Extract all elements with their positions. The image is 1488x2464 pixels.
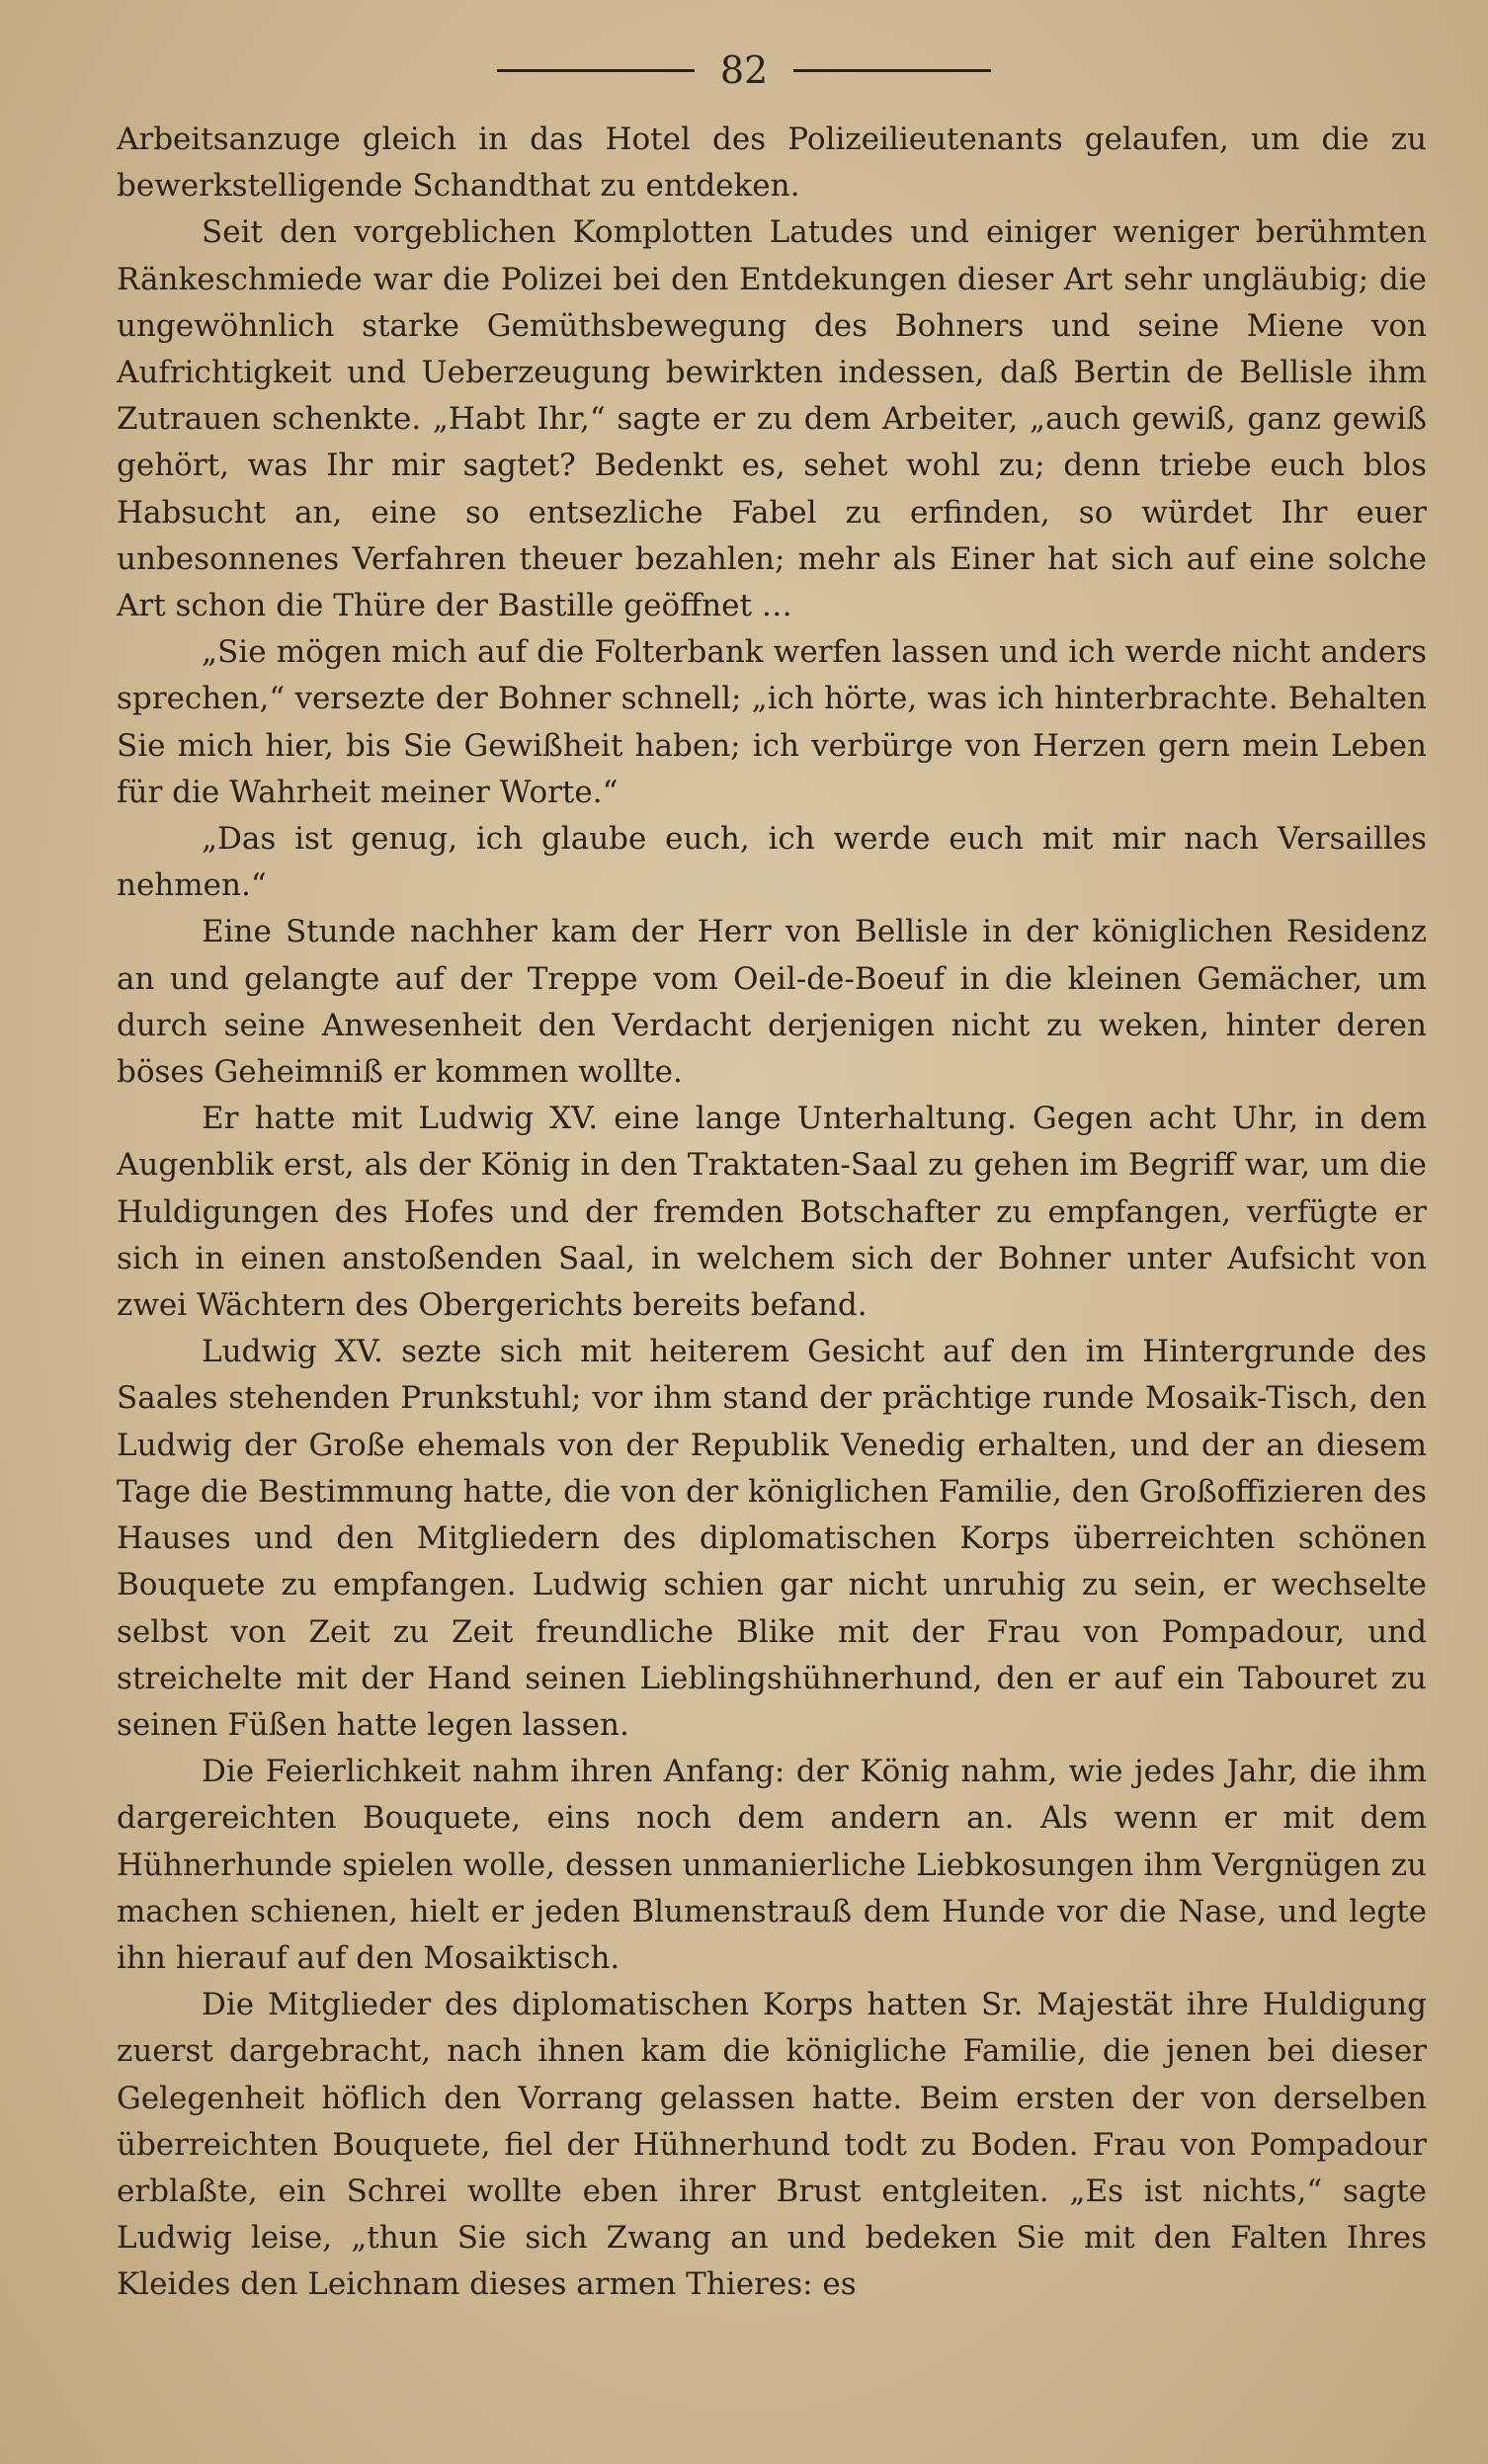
paragraph: Ludwig XV. sezte sich mit heiterem Gesicht auf den im Hintergrunde des Saales stehenden Prunkstuhl; vor ihm stand der prächtige runde Mosaik-Tisch, den Ludwig der Große ehemals von der Republik Venedig erhalten, und der an diesem Tage die Bestimmung hatte, die von der königlichen Familie, den Großoffizieren des Hauses und den Mitgliedern des diplomatischen Korps überreichten schönen Bouquete zu empfangen. Ludwig schien gar nicht unruhig zu sein, er wechselte selbst von Zeit zu Zeit freundliche Blike mit der Frau von Pompadour, und streichelte mit der Hand seinen Lieblingshühnerhund, den er auf ein Tabouret zu seinen Füßen hatte legen lassen. xyxy=(117,1334,1427,1743)
paragraph: Arbeitsanzuge gleich in das Hotel des Polizeilieutenants gelaufen, um die zu bewerkstelligende Schandthat zu entdeken. xyxy=(117,122,1427,205)
page-body xyxy=(117,117,1427,2309)
paragraph: Eine Stunde nachher kam der Herr von Bellisle in der königlichen Residenz an und gelangte auf der Treppe vom Oeil-de-Boeuf in die kleinen Gemächer, um durch seine Anwesenheit den Verdacht derjenigen nicht zu weken, hinter deren böses Geheimniß er kommen wollte. xyxy=(117,914,1427,1091)
header-rule-right xyxy=(793,69,991,72)
paragraph: „Das ist genug, ich glaube euch, ich werde euch mit mir nach Versailles nehmen.“ xyxy=(117,821,1427,904)
paragraph: Seit den vorgeblichen Komplotten Latudes und einiger weniger berühmten Ränkeschmiede war die Polizei bei den Entdekungen dieser Art sehr ungläubig; die ungewöhnlich starke Gemüthsbewegung des Bohners und seine Miene von Aufrichtigkeit und Ueberzeugung bewirkten indessen, daß Bertin de Bellisle ihm Zutrauen schenkte. „Habt Ihr,“ sagte er zu dem Arbeiter, „auch gewiß, ganz gewiß gehört, was Ihr mir sagtet? Bedenkt es, sehet wohl zu; denn triebe euch blos Habsucht an, eine so entsezliche Fabel zu erfinden, so würdet Ihr euer unbesonnenes Verfahren theuer bezahlen; mehr als Einer hat sich auf eine solche Art schon die Thüre der Bastille geöffnet … xyxy=(117,214,1427,624)
paragraph: Die Feierlichkeit nahm ihren Anfang: der König nahm, wie jedes Jahr, die ihm dargereichten Bouquete, eins noch dem andern an. Als wenn er mit dem Hühnerhunde spielen wolle, dessen unmanierliche Liebkosungen ihm Vergnügen zu machen schienen, hielt er jeden Blumenstrauß dem Hunde vor die Nase, und legte ihn hierauf auf den Mosaiktisch. xyxy=(117,1754,1427,1976)
page-number: 82 xyxy=(719,48,769,92)
page-header xyxy=(0,48,1488,92)
paragraph: „Sie mögen mich auf die Folterbank werfen lassen und ich werde nicht anders sprechen,“ versezte der Bohner schnell; „ich hörte, was ich hinterbrachte. Behalten Sie mich hier, bis Sie Gewißheit haben; ich verbürge von Herzen gern mein Leben für die Wahrheit meiner Worte.“ xyxy=(117,634,1427,810)
paragraph: Die Mitglieder des diplomatischen Korps hatten Sr. Majestät ihre Huldigung zuerst dargebracht, nach ihnen kam die königliche Familie, die jenen bei dieser Gelegenheit höflich den Vorrang gelassen hatte. Beim ersten der von derselben überreichten Bouquete, fiel der Hühnerhund todt zu Boden. Frau von Pompadour erblaßte, ein Schrei wollte eben ihrer Brust entgleiten. „Es ist nichts,“ sagte Ludwig leise, „thun Sie sich Zwang an und bedeken Sie mit den Falten Ihres Kleides den Leichnam dieses armen Thieres: es xyxy=(117,1987,1427,2303)
paragraph: Er hatte mit Ludwig XV. eine lange Unterhaltung. Gegen acht Uhr, in dem Augenblik erst, als der König in den Traktaten-Saal zu gehen im Begriff war, um die Huldigungen des Hofes und der fremden Botschafter zu empfangen, verfügte er sich in einen anstoßenden Saal, in welchem sich der Bohner unter Aufsicht von zwei Wächtern des Obergerichts bereits befand. xyxy=(117,1101,1427,1324)
header-rule-left xyxy=(497,69,695,72)
